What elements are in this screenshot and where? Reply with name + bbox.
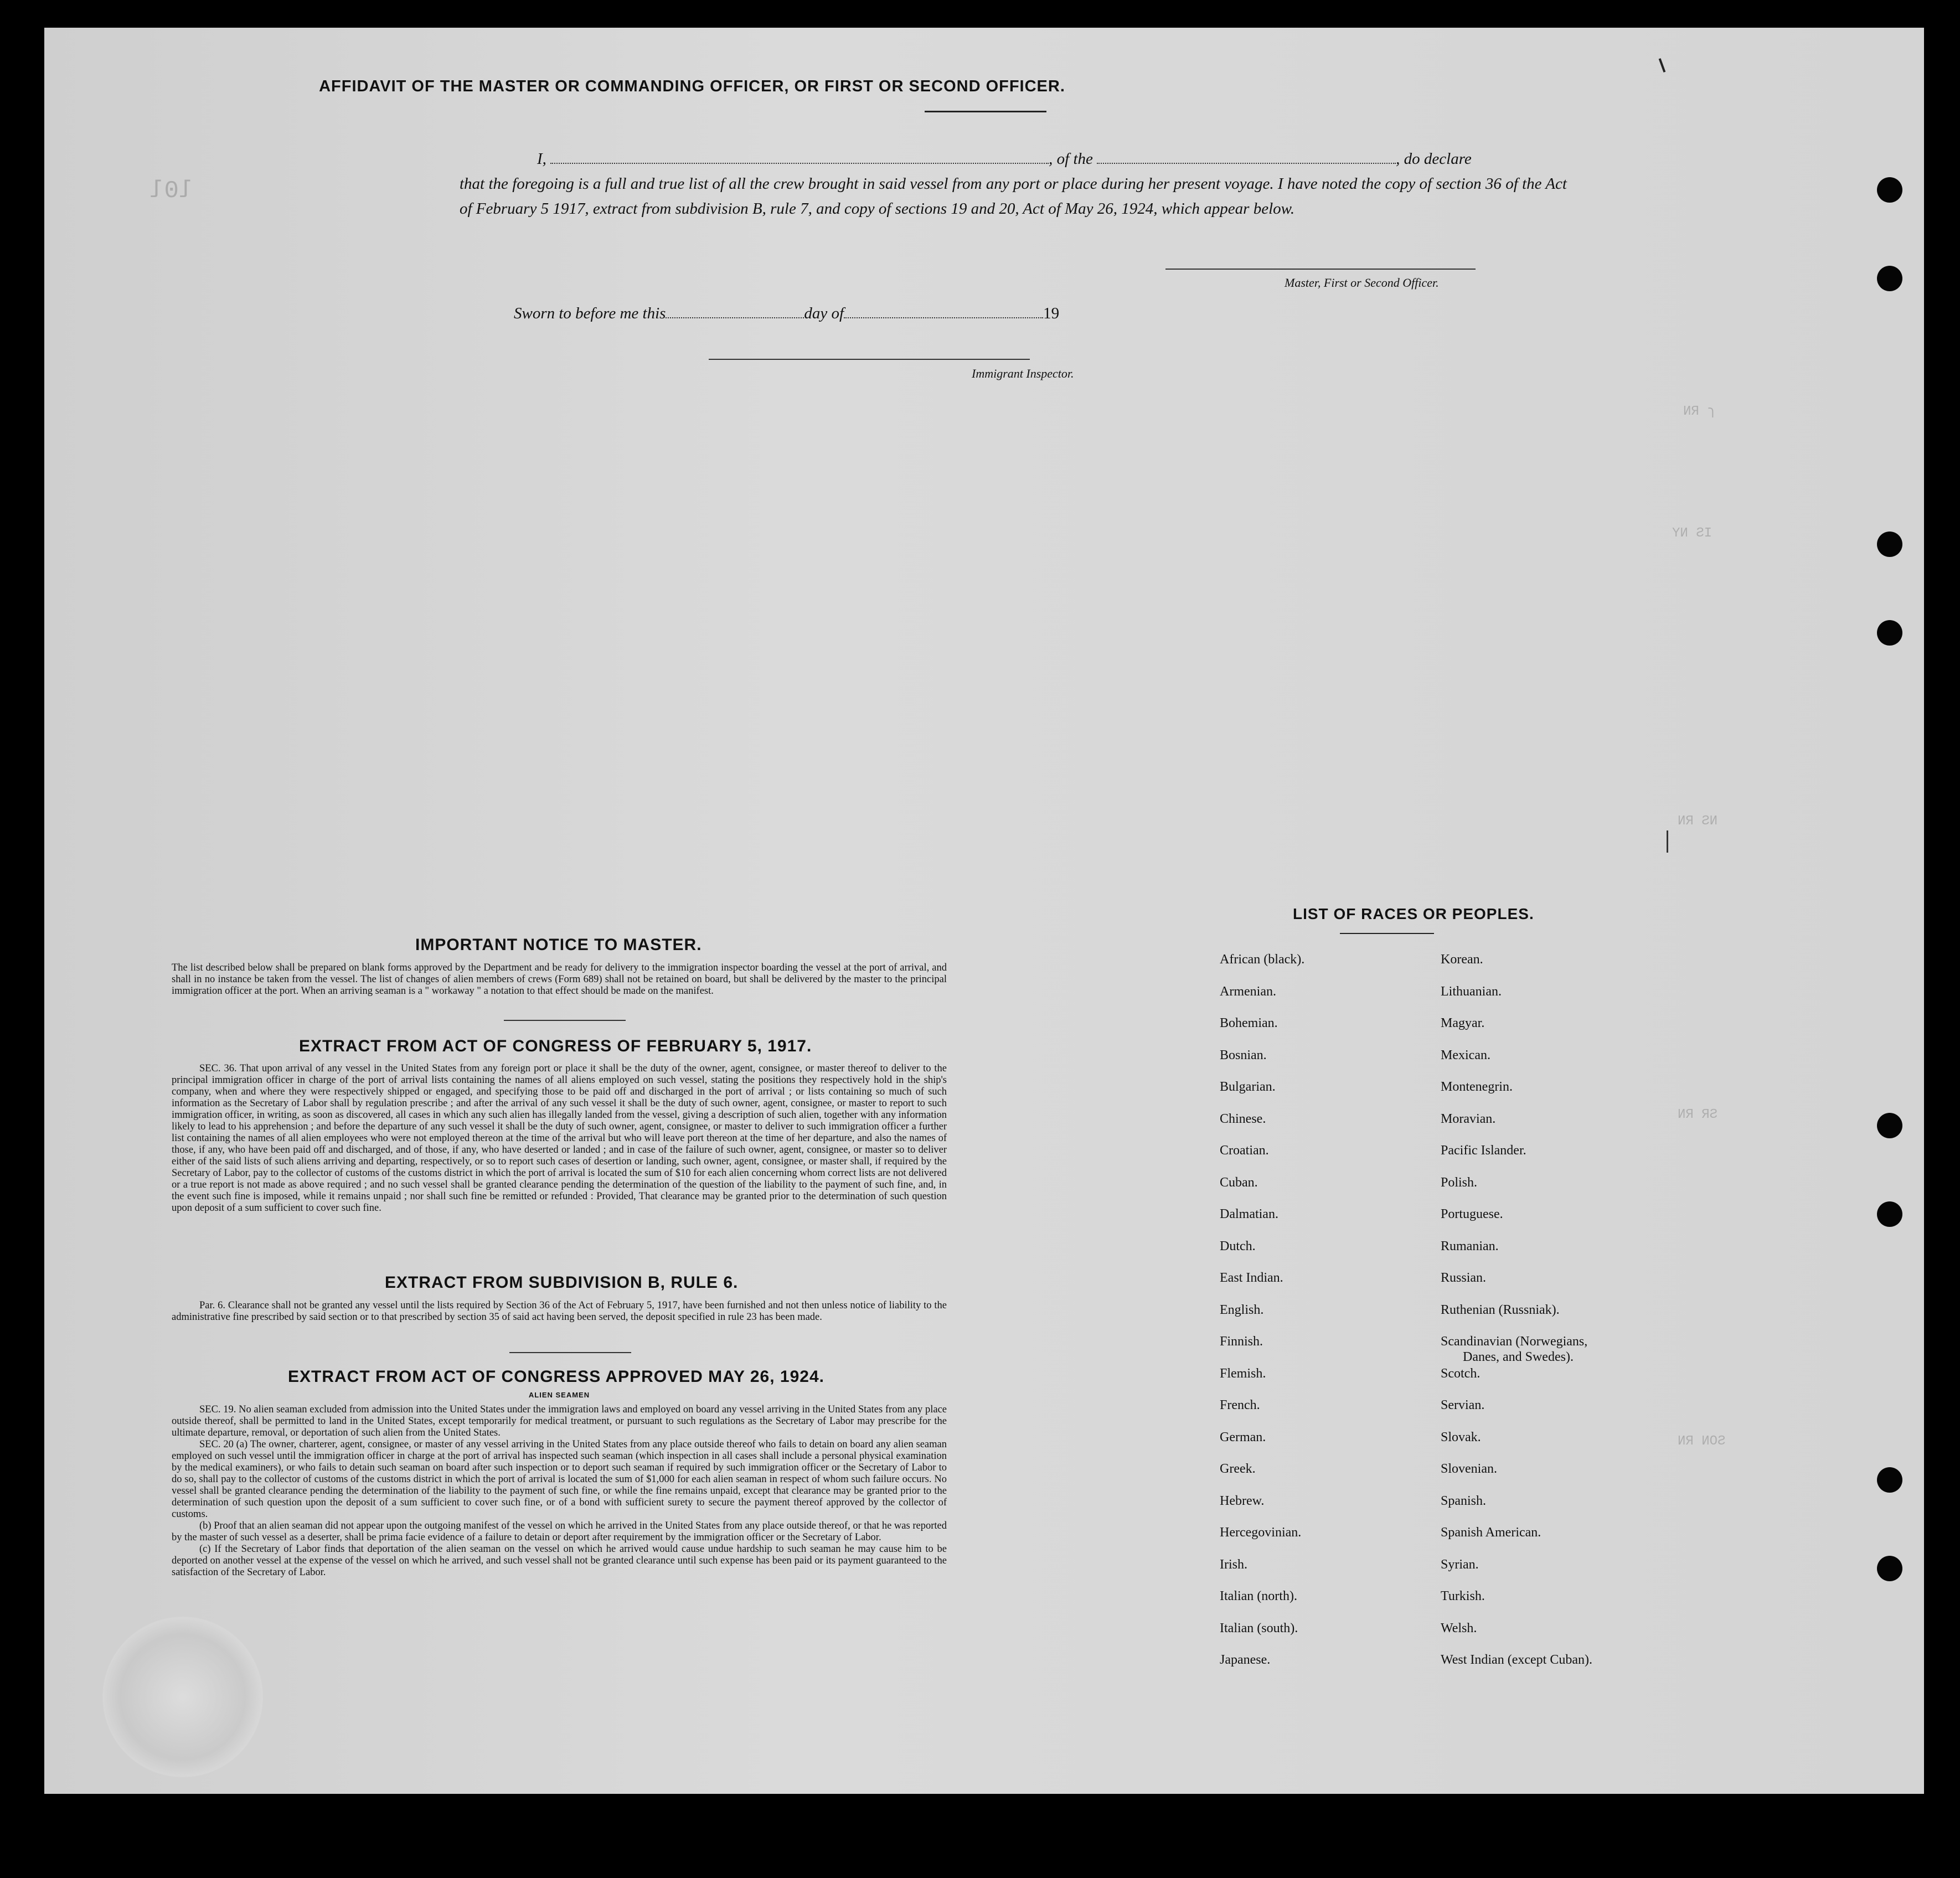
races-column-right [1441, 952, 1592, 1685]
bleed-through-mark: ИЯ ЯƧ [1678, 1107, 1718, 1122]
race-item: Hercegovinian. [1220, 1525, 1302, 1540]
bleed-through-mark: ИЯ ɿ [1683, 404, 1715, 419]
race-item: Spanish. [1441, 1493, 1487, 1508]
sec-20a-text: SEC. 20 (a) The owner, charterer, agent, consignee, or master of any vessel arriving in the United States from any place outside thereof who fails to detain on board any alien seaman employed on such vessel until the immigration officer in charge at the port of arrival has inspected such seaman (which inspection in all cases shall include a personal physical examination by the medical examiners), or who fails to detain such seaman on board after such inspection or to deport such seaman if required by such immigration officer or the Secretary of Labor to do so, shall pay to the collector of customs of the customs district in which the port of arrival is located the sum of $1,000 for each alien seaman in respect of whom such failure occurs. No vessel shall be granted clearance pending the determination of the liability to the payment of such fine, or while the fine remains unpaid, except that clearance may be granted prior to the determination of such question upon the deposit of a sum sufficient to cover such fine, or of a bond with sufficient surety to secure the payment thereof approved by the collector of customs. [172, 1439, 947, 1520]
extract-1917-title: EXTRACT FROM ACT OF CONGRESS OF FEBRUARY 5, 1917. [299, 1037, 812, 1055]
name-blank[interactable] [550, 162, 1049, 164]
race-item: Rumanian. [1441, 1239, 1499, 1253]
race-item: Welsh. [1441, 1621, 1477, 1635]
punch-hole [1877, 1467, 1902, 1493]
race-item: Mexican. [1441, 1048, 1490, 1062]
notice-text: The list described below shall be prepared on blank forms approved by the Department and be ready for delivery to the immigration inspector boarding the vessel at the port of arrival, and shall in no instance be taken from the vessel. The list of changes of alien members of crews (Form 689) shall not be retained on board, but shall be delivered by the master to the principal immigration officer at the port. When an arriving seaman is a " workaway " a notation to that effect should be made on the manifest. [172, 962, 947, 997]
race-item: Bosnian. [1220, 1048, 1267, 1062]
race-item: Croatian. [1220, 1143, 1269, 1158]
race-item: Scotch. [1441, 1366, 1481, 1381]
bleed-through-mark: Ɩ0Ɩ [149, 177, 194, 205]
subdivision-title: EXTRACT FROM SUBDIVISION B, RULE 6. [385, 1273, 739, 1292]
affidavit-line-1 [460, 147, 1567, 172]
punch-hole [1877, 532, 1902, 557]
races-title: LIST OF RACES OR PEOPLES. [1293, 905, 1534, 922]
races-rule [1340, 933, 1434, 934]
race-item: Korean. [1441, 952, 1483, 967]
race-item: West Indian (except Cuban). [1441, 1653, 1592, 1667]
races-column-left [1220, 952, 1304, 1685]
race-item: Dalmatian. [1220, 1207, 1278, 1221]
bleed-through-mark: ИЯ ƧИ [1678, 814, 1718, 829]
race-item: Lithuanian. [1441, 984, 1502, 999]
title-rule [925, 111, 1046, 112]
section-rule [509, 1352, 631, 1353]
master-signature-line[interactable] [1165, 269, 1476, 270]
race-item: German. [1220, 1430, 1266, 1444]
sec-19-text: SEC. 19. No alien seaman excluded from admission into the United States under the immigration laws and employed on board any vessel arriving in the United States from any place outside thereof, shall be permitted to land in the United States, except temporarily for medical treatment, or pursuant to such regulations as the Secretary of Labor may prescribe for the ultimate departure, removal, or deportation of such alien from the United States. [172, 1404, 947, 1438]
affidavit-of-the: , of the [1049, 150, 1093, 168]
extract-1924-body [172, 1404, 947, 1578]
race-item: East Indian. [1220, 1271, 1283, 1285]
sworn-day-of: day of [804, 305, 844, 322]
affidavit-i: I, [537, 150, 546, 168]
extract-1917-text: SEC. 36. That upon arrival of any vessel in the United States from any foreign port or place it shall be the duty of the owner, agent, consignee, or master thereof to deliver to the principal immigration officer in charge of the port of arrival lists containing the names of all aliens employed on such vessel, stating the positions they respectively hold in the ship's company, when and where they were respectively shipped or engaged, and specifying those to be paid off and discharged in the port of arrival ; or lists containing so much of such information as the Secretary of Labor shall by regulation prescribe ; and after the arrival of any such vessel it shall be the duty of such owner, agent, consignee, or master to report to such immigration officer, in writing, as soon as discovered, all cases in which any such alien has illegally landed from the vessel, giving a description of such alien, together with any information likely to lead to his apprehension ; and before the departure of any such vessel it shall be the duty of such owner, agent, consignee, or master to deliver to such immigration officer a further list containing the names of all alien employees who were not employed thereon at the time of the arrival but who will leave port thereon at the time of her departure, and also the names of those, if any, who have been paid off and discharged, and of those, if any, who have deserted or landed ; and in case of the failure of such owner, agent, consignee, or master so to deliver either of the said lists of such aliens arriving and departing, respectively, or so to report such cases of desertion or landing, such owner, agent, consignee, or master shall, if required by the Secretary of Labor, pay to the collector of customs of the customs district in which the port of arrival is located the sum of $10 for each alien concerning whom correct lists are not delivered or a true report is not made as above required ; and no such vessel shall be granted clearance pending the determination of the question of the liability to the payment of such fine, and, in the event such fine is imposed, while it remains unpaid ; nor shall such fine be remitted or refunded : Provided, That clearance may be granted prior to the determination of such question upon deposit of a sum sufficient to cover such fine. [172, 1063, 947, 1214]
vessel-blank[interactable] [1097, 162, 1396, 164]
bleed-through-mark: YИ ƧI [1672, 526, 1713, 541]
extract-1924-subtitle: ALIEN SEAMEN [528, 1391, 590, 1399]
affidavit-title: AFFIDAVIT OF THE MASTER OR COMMANDING OFFICER, OR FIRST OR SECOND OFFICER. [319, 78, 1065, 95]
race-item: Danes, and Swedes). [1463, 1350, 1574, 1364]
punch-hole [1877, 1556, 1902, 1581]
ink-mark [1667, 830, 1668, 853]
affidavit-declaration [460, 147, 1567, 221]
race-item: Portuguese. [1441, 1207, 1503, 1221]
master-signature-label: Master, First or Second Officer. [1285, 276, 1439, 290]
race-item: Slovenian. [1441, 1462, 1497, 1476]
inspector-signature-line[interactable] [709, 359, 1030, 360]
race-item: English. [1220, 1302, 1264, 1317]
race-item: Finnish. [1220, 1334, 1263, 1349]
affidavit-declare: , do declare [1396, 150, 1472, 168]
race-item: Slovak. [1441, 1430, 1481, 1444]
race-item: Pacific Islander. [1441, 1143, 1526, 1158]
race-item: Japanese. [1220, 1653, 1271, 1667]
document-page [44, 28, 1924, 1794]
race-item: Servian. [1441, 1398, 1485, 1412]
punch-hole [1877, 1201, 1902, 1227]
race-item: Greek. [1220, 1462, 1256, 1476]
sec-20b-text: (b) Proof that an alien seaman did not appear upon the outgoing manifest of the vessel on which he arrived in the United States from any place outside thereof, or that he was reported by the master of such vessel as a deserter, shall be prima facie evidence of a failure to detain or deport after requirement by the immigration officer or the Secretary of Labor. [172, 1520, 947, 1543]
race-item: Magyar. [1441, 1016, 1485, 1030]
race-item: Turkish. [1441, 1589, 1485, 1603]
sworn-month-blank[interactable] [844, 317, 1043, 318]
race-item: Flemish. [1220, 1366, 1266, 1381]
punch-hole [1877, 266, 1902, 291]
sec-20c-text: (c) If the Secretary of Labor finds that deportation of the alien seaman on the vessel on which he arrived would cause undue hardship to such seaman he may cause him to be deported on another vessel at the expense of the vessel on which he arrived, and such vessel shall not be granted clearance until such expense has been paid or its payment guaranteed to the satisfaction of the Secretary of Labor. [172, 1544, 947, 1578]
sworn-text: Sworn to before me this [514, 305, 666, 322]
embossed-seal [102, 1617, 263, 1777]
race-item: Cuban. [1220, 1175, 1258, 1190]
race-item: Armenian. [1220, 984, 1276, 999]
ink-mark [1659, 58, 1666, 73]
race-item: Russian. [1441, 1271, 1487, 1285]
race-item: Spanish American. [1441, 1525, 1541, 1540]
race-item: Bulgarian. [1220, 1080, 1276, 1094]
section-rule [504, 1020, 626, 1021]
race-item: Italian (north). [1220, 1589, 1297, 1603]
race-item: Bohemian. [1220, 1016, 1278, 1030]
sworn-year: 19 [1043, 305, 1060, 322]
race-item: Hebrew. [1220, 1493, 1265, 1508]
race-item: Ruthenian (Russniak). [1441, 1302, 1560, 1317]
race-item: Scandinavian (Norwegians, [1441, 1334, 1588, 1349]
sworn-line [514, 305, 1059, 323]
subdivision-text: Par. 6. Clearance shall not be granted any vessel until the lists required by Section 36 of the Act of February 5, 1917, have been furnished and not then unless notice of liability to the administrative fine prescribed by said section or to that prescribed by section 35 of said act having been served, the deposit specified in rule 23 has been made. [172, 1300, 947, 1323]
race-item: African (black). [1220, 952, 1305, 967]
race-item: Moravian. [1441, 1111, 1496, 1126]
race-item: Polish. [1441, 1175, 1478, 1190]
race-item: Syrian. [1441, 1557, 1479, 1572]
race-item: Dutch. [1220, 1239, 1256, 1253]
race-item: Montenegrin. [1441, 1080, 1513, 1094]
punch-hole [1877, 177, 1902, 203]
bleed-through-mark: ИЯ ИOƧ [1678, 1434, 1726, 1449]
race-item: Italian (south). [1220, 1621, 1298, 1635]
sworn-day-blank[interactable] [666, 317, 804, 318]
race-item: Irish. [1220, 1557, 1247, 1572]
notice-title: IMPORTANT NOTICE TO MASTER. [415, 936, 702, 954]
race-item: French. [1220, 1398, 1260, 1412]
race-item: Chinese. [1220, 1111, 1266, 1126]
punch-hole [1877, 1113, 1902, 1138]
inspector-signature-label: Immigrant Inspector. [972, 367, 1074, 380]
extract-1924-title: EXTRACT FROM ACT OF CONGRESS APPROVED MAY 26, 1924. [288, 1368, 824, 1386]
affidavit-body: that the foregoing is a full and true list of all the crew brought in said vessel from any port or place during her present voyage. I have noted the copy of section 36 of the Act of February 5 1917, extract from subdivision B, rule 7, and copy of sections 19 and 20, Act of May 26, 1924, which appear below. [460, 175, 1567, 218]
punch-hole [1877, 620, 1902, 646]
